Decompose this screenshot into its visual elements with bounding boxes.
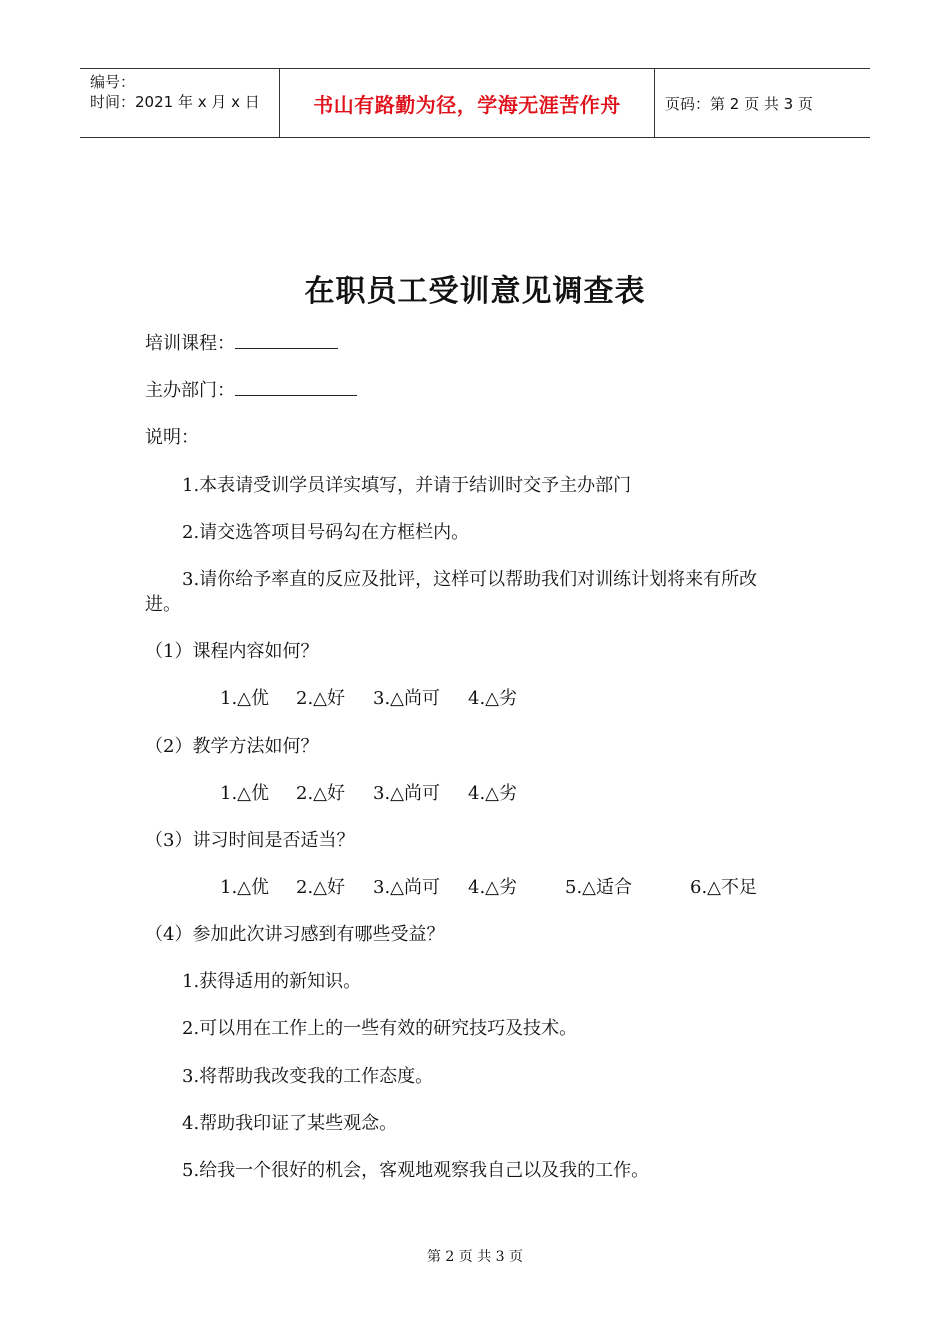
benefit-item: 1.获得适用的新知识。 — [182, 971, 362, 992]
header-page-info: 页码：第 2 页 共 3 页 — [665, 94, 813, 113]
option-row — [220, 782, 517, 806]
option: 2.△好 — [296, 783, 346, 804]
option: 3.△尚可 — [373, 783, 441, 804]
note-item-continued: 进。 — [145, 594, 181, 615]
option: 2.△好 — [296, 688, 346, 709]
option: 1.△优 — [220, 688, 270, 709]
option-row — [220, 876, 757, 900]
option: 5.△适合 — [565, 877, 633, 898]
option: 3.△尚可 — [373, 688, 441, 709]
option: 3.△尚可 — [373, 877, 441, 898]
note-item: 3.请你给予率直的反应及批评，这样可以帮助我们对训练计划将来有所改 — [182, 569, 758, 590]
header-date: 时间：2021 年 x 月 x 日 — [90, 93, 260, 111]
benefit-item: 3.将帮助我改变我的工作态度。 — [182, 1066, 434, 1087]
header-meta — [80, 69, 280, 137]
header-motto: 书山有路勤为径，学海无涯苦作舟 — [280, 69, 655, 137]
option: 1.△优 — [220, 783, 270, 804]
note-item: 1.本表请受训学员详实填写，并请于结训时交予主办部门 — [182, 475, 632, 496]
department-blank — [235, 379, 357, 396]
course-field — [145, 332, 338, 356]
document-title: 在职员工受训意见调查表 — [304, 274, 646, 309]
benefit-item: 5.给我一个很好的机会，客观地观察我自己以及我的工作。 — [182, 1160, 650, 1181]
course-blank — [235, 332, 338, 349]
department-field — [145, 379, 357, 403]
option: 1.△优 — [220, 877, 270, 898]
question-label: （1）课程内容如何？ — [145, 641, 319, 662]
notes-heading: 说明： — [145, 427, 199, 448]
header-number: 编号： — [90, 73, 136, 91]
note-item: 2.请交选答项目号码勾在方框栏内。 — [182, 522, 470, 543]
course-label: 培训课程： — [145, 333, 235, 354]
department-label: 主办部门： — [145, 380, 235, 401]
benefit-item: 4.帮助我印证了某些观念。 — [182, 1113, 398, 1134]
option: 4.△劣 — [468, 783, 518, 804]
option: 4.△劣 — [468, 688, 518, 709]
option: 4.△劣 — [468, 877, 518, 898]
page-header — [80, 68, 870, 138]
page-footer: 第 2 页 共 3 页 — [426, 1249, 524, 1265]
question-label: （2）教学方法如何？ — [145, 736, 319, 757]
option: 2.△好 — [296, 877, 346, 898]
option: 6.△不足 — [690, 877, 758, 898]
option-row — [220, 687, 517, 711]
question-label: （4）参加此次讲习感到有哪些受益？ — [145, 924, 445, 945]
benefit-item: 2.可以用在工作上的一些有效的研究技巧及技术。 — [182, 1018, 578, 1039]
question-label: （3）讲习时间是否适当？ — [145, 830, 355, 851]
